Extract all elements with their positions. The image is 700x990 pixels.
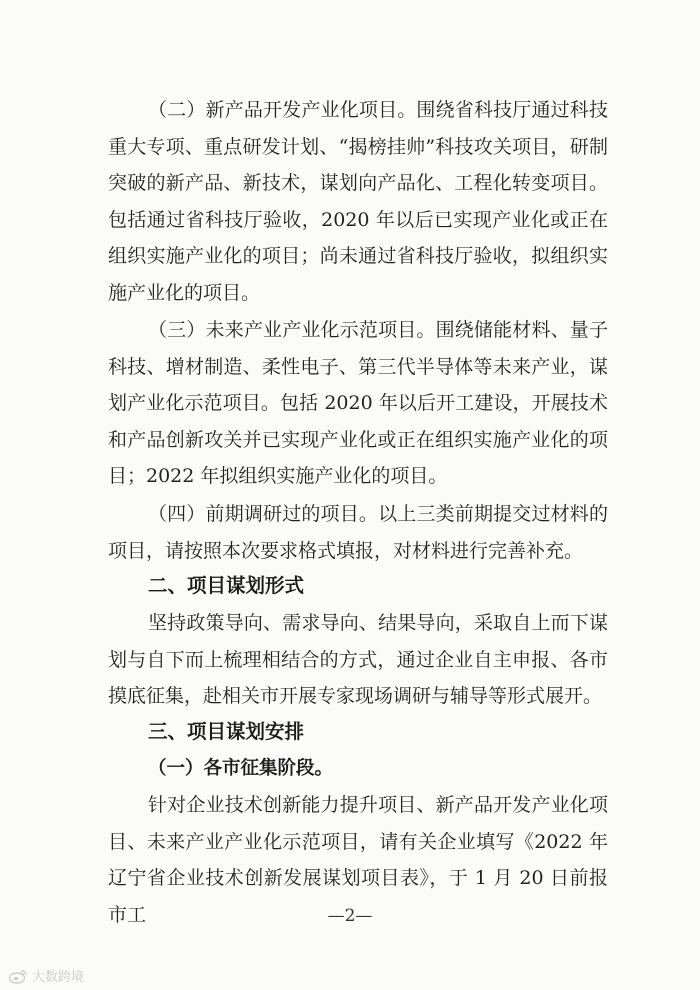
subsection-heading-collection-stage: （一）各市征集阶段。 [148, 758, 334, 779]
weibo-logo-icon [8, 968, 28, 984]
paragraph-new-product-development: （二）新产品开发产业化项目。围绕省科技厅通过科技重大专项、重点研发计划、“揭榜挂帅”科技攻关项目，研制突破的新产品、新技术，谋划向产品化、工程化转变项目。包括通过省科技厅验收，2020 年以后已实现产业化或正在组织实施产业化的项目；尚未通过省科技厅验收，拟组织实施产业化的项目。 [108, 99, 608, 304]
paragraph-future-industry-demo: （三）未来产业产业化示范项目。围绕储能材料、量子科技、增材制造、柔性电子、第三代半导体等未来产业，谋划产业化示范项目。包括 2020 年以后开工建设，开展技术和产品创新攻关并已实现产业化或正在组织实施产业化的项目；2022 年拟组织实施产业化的项目。 [108, 319, 608, 487]
paragraph-previous-research-projects: （四）前期调研过的项目。以上三类前期提交过材料的项目，请按照本次要求格式填报，对材料进行完善补充。 [108, 503, 608, 562]
watermark-text: 大数跨境 [32, 970, 85, 985]
paragraph-collection-stage-body: 针对企业技术创新能力提升项目、新产品开发产业化项目、未来产业产业化示范项目，请有关企业填写《2022 年辽宁省企业技术创新发展谋划项目表》，于 1 月 20 日前报市工 [108, 794, 608, 926]
watermark [8, 966, 84, 985]
paragraph-planning-form-body: 坚持政策导向、需求导向、结果导向，采取自上而下谋划与自下而上梳理相结合的方式，通过企业自主申报、各市摸底征集，赴相关市开展专家现场调研与辅导等形式展开。 [108, 612, 608, 707]
section-heading-planning-form: 二、项目谋划形式 [148, 574, 305, 597]
section-heading-planning-schedule: 三、项目谋划安排 [148, 720, 305, 743]
page-number: —2— [327, 906, 373, 926]
